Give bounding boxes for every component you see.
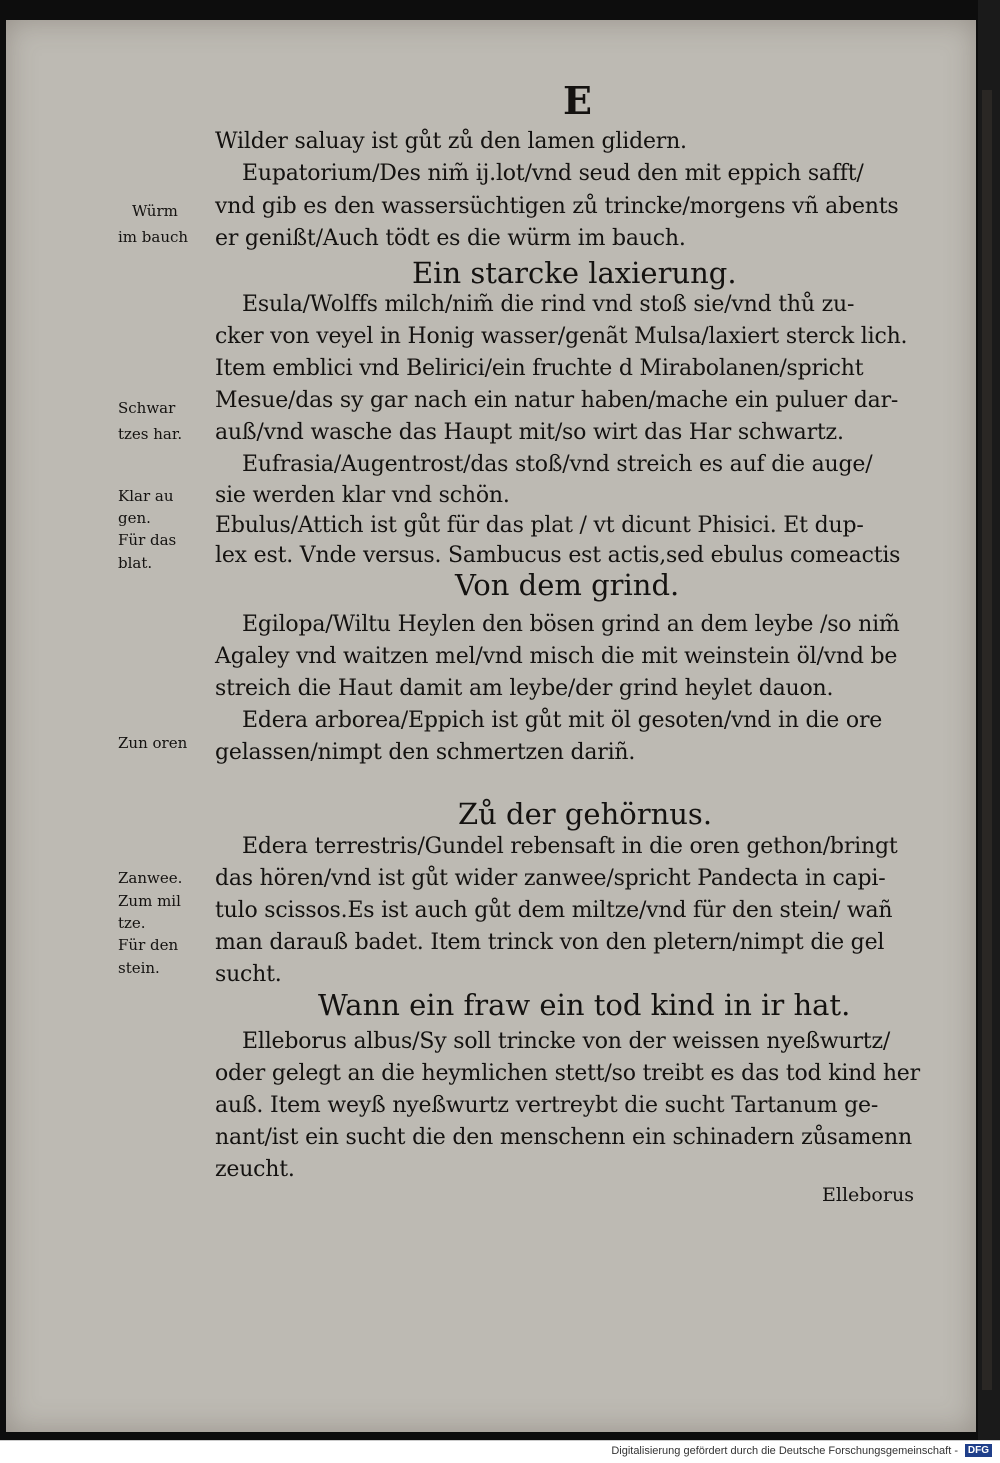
- margin-note: gen.: [118, 509, 151, 527]
- text-line: gelassen/nimpt den schmertzen dariñ.: [215, 740, 636, 765]
- text-line: zeucht.: [215, 1157, 295, 1182]
- margin-note: tze.: [118, 914, 146, 932]
- page-edge: [982, 90, 992, 1390]
- margin-note: im bauch: [118, 228, 189, 246]
- margin-note: Für den: [118, 936, 179, 954]
- text-line: oder gelegt an die heymlichen stett/so treibt es das tod kind her: [215, 1061, 920, 1086]
- text-line: nant/ist ein sucht die den menschenn ein schinadern zůsamenn: [215, 1125, 912, 1150]
- text-line: auß/vnd wasche das Haupt mit/so wirt das Har schwartz.: [215, 420, 844, 445]
- text-line: streich die Haut damit am leybe/der grind heylet dauon.: [215, 676, 834, 701]
- text-line: Mesue/das sy gar nach ein natur haben/mache ein puluer dar-: [215, 388, 899, 413]
- margin-note: tzes har.: [118, 425, 183, 443]
- text-line: Wilder saluay ist gůt zů den lamen glidern.: [215, 129, 687, 154]
- text-line: Elleborus albus/Sy soll trincke von der weissen nyeßwurtz/: [242, 1029, 891, 1054]
- margin-note: Zum mil: [118, 892, 181, 910]
- text-line: Egilopa/Wiltu Heylen den bösen grind an dem leybe /so nim̃: [242, 612, 900, 637]
- text-line: auß. Item weyß nyeßwurtz vertreybt die sucht Tartanum ge-: [215, 1093, 879, 1118]
- text-line: Ebulus/Attich ist gůt für das plat / vt dicunt Phisici. Et dup-: [215, 513, 864, 538]
- text-line: das hören/vnd ist gůt wider zanwee/spricht Pandecta in capi-: [215, 866, 886, 891]
- section-heading: Ein starcke laxierung.: [412, 256, 737, 290]
- margin-note: Zanwee.: [118, 869, 183, 887]
- text-line: man darauß badet. Item trinck von den pletern/nimpt die gel: [215, 930, 885, 955]
- text-line: Item emblici vnd Belirici/ein fruchte d Mirabolanen/spricht: [215, 356, 864, 381]
- footer-text: Digitalisierung gefördert durch die Deutsche Forschungsgemeinschaft -: [611, 1445, 958, 1457]
- section-heading: Zů der gehörnus.: [458, 797, 713, 831]
- text-line: Agaley vnd waitzen mel/vnd misch die mit weinstein öl/vnd be: [215, 644, 898, 669]
- text-line: Eupatorium/Des nim̃ ij.lot/vnd seud den mit eppich safft/: [242, 161, 864, 186]
- text-line: er genißt/Auch tödt es die würm im bauch.: [215, 226, 686, 251]
- footer-bar: [0, 1440, 1000, 1463]
- text-line: sie werden klar vnd schön.: [215, 483, 510, 508]
- catchword: Elleborus: [822, 1184, 914, 1206]
- text-line: cker von veyel in Honig wasser/genãt Mulsa/laxiert sterck lich.: [215, 324, 908, 349]
- scan-border: [978, 0, 1000, 1440]
- text-line: sucht.: [215, 962, 282, 987]
- text-line: Edera arborea/Eppich ist gůt mit öl gesoten/vnd in die ore: [242, 708, 883, 733]
- signature-mark: E: [563, 78, 592, 123]
- section-heading: Von dem grind.: [455, 568, 680, 602]
- text-line: tulo scissos.Es ist auch gůt dem miltze/vnd für den stein/ wañ: [215, 898, 893, 923]
- margin-note: stein.: [118, 959, 160, 977]
- margin-note: blat.: [118, 554, 153, 572]
- margin-note: Schwar: [118, 399, 176, 417]
- text-line: Edera terrestris/Gundel rebensaft in die oren gethon/bringt: [242, 834, 898, 859]
- text-line: Esula/Wolffs milch/nim̃ die rind vnd stoß sie/vnd thů zu-: [242, 292, 855, 317]
- dfg-logo: DFG: [965, 1444, 992, 1457]
- margin-note: Würm: [132, 202, 178, 220]
- text-line: Eufrasia/Augentrost/das stoß/vnd streich es auf die auge/: [242, 452, 873, 477]
- margin-note: Klar au: [118, 487, 174, 505]
- margin-note: Für das: [118, 531, 177, 549]
- text-line: vnd gib es den wassersüchtigen zů trincke/morgens vñ abents: [215, 194, 899, 219]
- margin-note: Zun oren: [118, 734, 188, 752]
- text-line: lex est. Vnde versus. Sambucus est actis,sed ebulus comeactis: [215, 543, 901, 568]
- section-heading: Wann ein fraw ein tod kind in ir hat.: [318, 988, 851, 1022]
